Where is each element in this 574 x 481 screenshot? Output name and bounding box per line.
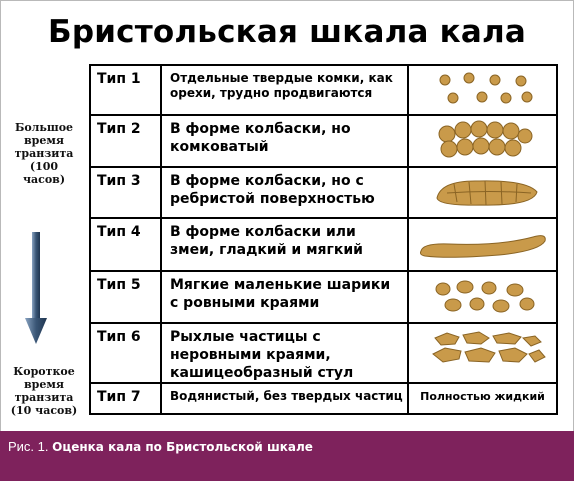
type-description: В форме колбаски, но с ребристой поверхностью <box>161 167 408 218</box>
cracked-sausage-icon <box>409 168 556 215</box>
table-row <box>90 115 557 167</box>
long-transit-line: (100 часов) <box>22 160 66 186</box>
type-label: Тип 4 <box>90 218 161 271</box>
lumpy-sausage-icon <box>409 116 556 164</box>
stool-picture-cell <box>408 65 557 115</box>
smooth-sausage-icon <box>409 219 556 268</box>
type-label: Тип 2 <box>90 115 161 167</box>
table-row <box>90 323 557 383</box>
caption-bar <box>0 431 574 481</box>
table-row <box>90 271 557 323</box>
stool-picture-cell <box>408 383 557 414</box>
caption-prefix: Рис. 1. <box>8 439 49 454</box>
table-row <box>90 383 557 414</box>
short-transit-line: транзита <box>14 391 74 404</box>
type-description: Рыхлые частицы с неровными краями, кашицеобразный стул <box>161 323 408 383</box>
caption-text: Оценка кала по Бристольской шкале <box>52 440 313 454</box>
soft-blobs-icon <box>409 272 556 320</box>
long-transit-line: Большое <box>14 121 74 134</box>
bristol-scale-table <box>89 64 558 415</box>
type-label: Тип 1 <box>90 65 161 115</box>
type-description: Мягкие маленькие шарики с ровными краями <box>161 271 408 323</box>
stool-picture-cell <box>408 115 557 167</box>
type-label: Тип 7 <box>90 383 161 414</box>
long-transit-label <box>8 121 80 186</box>
type-description: Водянистый, без твердых частиц <box>161 383 408 414</box>
stool-picture-cell <box>408 218 557 271</box>
hard-lumps-icon <box>409 66 556 112</box>
type-description: В форме колбаски или змеи, гладкий и мягкий <box>161 218 408 271</box>
type-label: Тип 3 <box>90 167 161 218</box>
short-transit-label <box>8 365 80 417</box>
stool-picture-cell <box>408 167 557 218</box>
type-label: Тип 5 <box>90 271 161 323</box>
short-transit-line: (10 часов) <box>10 404 78 417</box>
type-description: Отдельные твердые комки, как орехи, трудно продвигаются <box>161 65 408 115</box>
table-row <box>90 167 557 218</box>
short-transit-line: Короткое <box>13 365 75 378</box>
type-label: Тип 6 <box>90 323 161 383</box>
figure-caption <box>8 439 313 454</box>
stool-picture-cell <box>408 323 557 383</box>
type-description: В форме колбаски, но комковатый <box>161 115 408 167</box>
table-row <box>90 65 557 115</box>
page-title: Бристольская шкала кала <box>47 14 526 50</box>
stool-picture-cell <box>408 271 557 323</box>
long-transit-line: транзита <box>14 147 74 160</box>
table-row <box>90 218 557 271</box>
long-transit-line: время <box>23 134 64 147</box>
short-transit-line: время <box>23 378 64 391</box>
liquid-label: Полностью жидкий <box>420 390 545 403</box>
down-arrow-icon <box>25 232 47 344</box>
mushy-pieces-icon <box>409 324 556 371</box>
